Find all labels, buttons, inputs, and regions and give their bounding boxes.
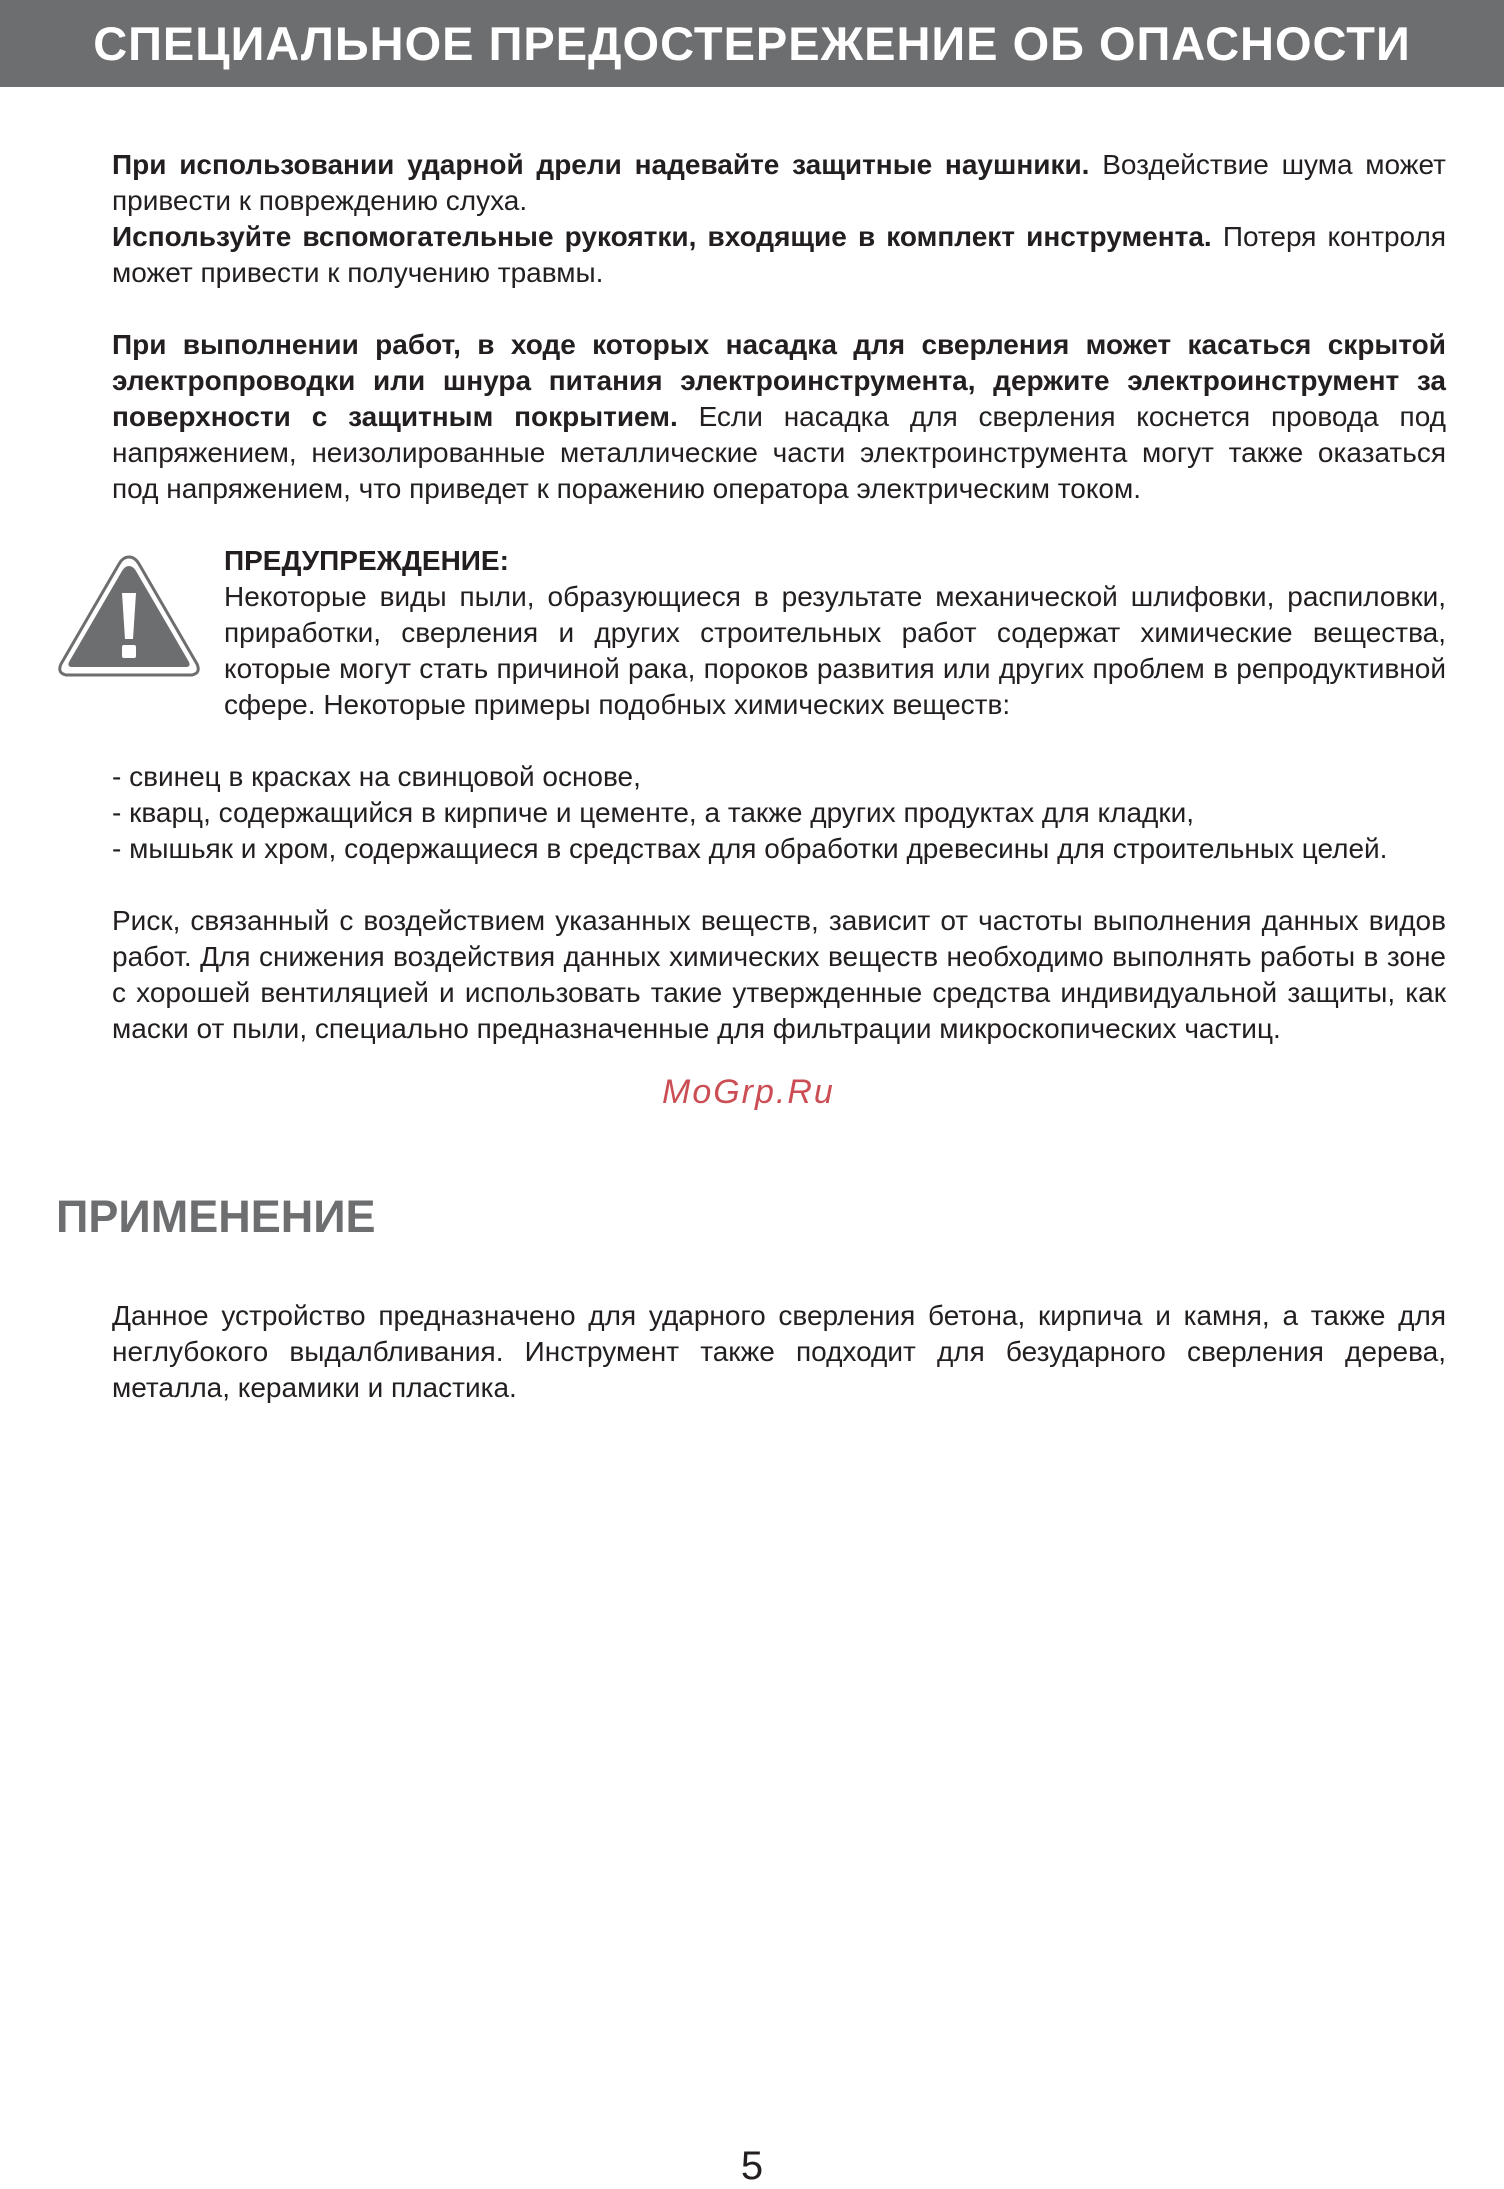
paragraph-text: Потеря контроля может привести к получению травмы. [112, 221, 1446, 288]
spacer [112, 723, 1446, 759]
warning-triangle-icon [55, 551, 203, 681]
paragraph-application: Данное устройство предназначено для ударного сверления бетона, кирпича и камня, а также для неглубокого выдалбливания. Инструмент также подходит для безударного сверления дерева, металла, керамики и пластика. [112, 1300, 1446, 1403]
list-item: - свинец в красках на свинцовой основе, [112, 761, 641, 792]
header-bar [0, 0, 1504, 87]
paragraph-aux-handles [112, 219, 1446, 291]
paragraph-text: Если насадка для сверления коснется провода под напряжением, неизолированные металлические части электроинструмента могут также оказаться под напряжением, что приведет к поражению оператора электрическим током. [112, 401, 1447, 504]
paragraph-hidden-wiring [112, 327, 1446, 507]
warning-description: Некоторые виды пыли, образующиеся в результате механической шлифовки, распиловки, приработки, сверления и других строительных работ содержат химические вещества, которые могут стать причиной рака, пороков развития или других проблем в репродуктивной сфере. Некоторые примеры подобных химических веществ: [224, 581, 1446, 720]
paragraph-ear-protection [112, 147, 1446, 219]
page-number: 5 [740, 2144, 764, 2188]
warning-text [224, 543, 1446, 723]
paragraph-bold-lead: Используйте вспомогательные рукоятки, входящие в комплект инструмента. [112, 221, 1212, 252]
list-item: - мышьяк и хром, содержащиеся в средствах для обработки древесины для строительных целей. [112, 833, 1388, 864]
paragraph-bold-lead: При использовании ударной дрели надевайте защитные наушники. [112, 149, 1090, 180]
paragraph-bold-lead: При выполнении работ, в ходе которых насадка для сверления может касаться скрытой электропроводки или шнура питания электроинструмента, держите электроинструмент за поверхности с защитным покрытием. [112, 329, 1446, 432]
warning-block [112, 543, 1446, 723]
paragraph-risk: Риск, связанный с воздействием указанных веществ, зависит от частоты выполнения данных видов работ. Для снижения воздействия данных химических веществ необходимо выполнять работы в зоне с хорошей вентиляцией и использовать такие утвержденные средства индивидуальной защиты, как маски от пыли, специально предназначенные для фильтрации микроскопических частиц. [112, 905, 1446, 1044]
watermark: MoGrp.Ru [662, 1073, 835, 1111]
spacer [112, 867, 1446, 903]
spacer [112, 291, 1446, 327]
paragraph-text: Воздействие шума может привести к повреждению слуха. [112, 149, 1446, 216]
hazard-list [112, 759, 1446, 867]
safety-content [112, 147, 1446, 1047]
list-item: - кварц, содержащийся в кирпиче и цементе, а также других продуктах для кладки, [112, 797, 1195, 828]
page-title: СПЕЦИАЛЬНОЕ ПРЕДОСТЕРЕЖЕНИЕ ОБ ОПАСНОСТИ [93, 17, 1411, 70]
application-section [112, 1298, 1446, 1406]
section-title-application: ПРИМЕНЕНИЕ [56, 1191, 376, 1242]
warning-title: ПРЕДУПРЕЖДЕНИЕ: [224, 545, 509, 576]
